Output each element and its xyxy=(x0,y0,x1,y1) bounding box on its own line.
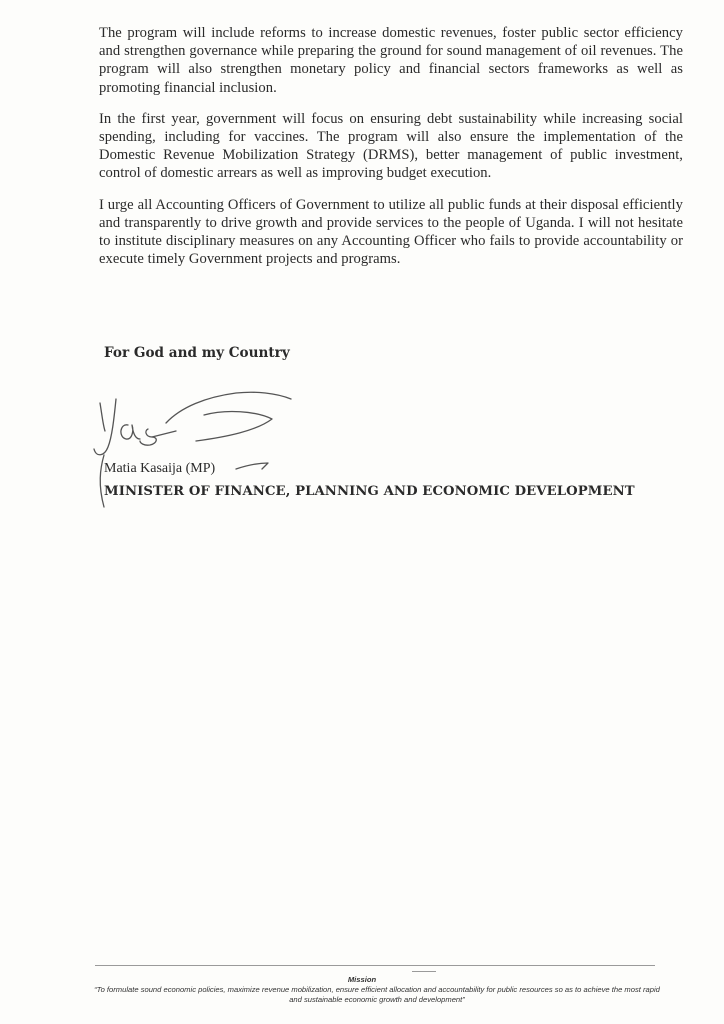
letter-body xyxy=(99,24,683,281)
signatory-title: MINISTER OF FINANCE, PLANNING AND ECONOMIC DEVELOPMENT xyxy=(104,484,635,499)
signatory-name: Matia Kasaija (MP) xyxy=(104,461,216,476)
closing-line: For God and my Country xyxy=(104,345,290,361)
body-paragraph-3: I urge all Accounting Officers of Government to utilize all public funds at their disposal efficiently and transparently to drive growth and provide services to the people of Uganda. I will not hesitate to institute disciplinary measures on any Accounting Officer who fails to provide accountability or execute timely Government projects and programs. xyxy=(99,196,683,268)
footer-mission-heading: Mission xyxy=(347,975,377,984)
footer-mission-text: “To formulate sound economic policies, maximize revenue mobilization, ensure efficient allocation and accountability for public resources so as to achieve the most rapid and sustainable economic growth and development” xyxy=(94,985,660,1004)
body-paragraph-1: The program will include reforms to increase domestic revenues, foster public sector efficiency and strengthen governance while preparing the ground for sound management of oil revenues. The program will also strengthen monetary policy and financial sectors frameworks as well as promoting financial inclusion. xyxy=(99,25,683,96)
body-paragraph-2: In the first year, government will focus on ensuring debt sustainability while increasing social spending, including for vaccines. The program will also ensure the implementation of the Domestic Revenue Mobilization Strategy (DRMS), better management of public investment, control of domestic arrears as well as improving budget execution. xyxy=(99,110,683,182)
footer-divider xyxy=(95,965,655,966)
footer-heading-divider xyxy=(412,971,436,972)
